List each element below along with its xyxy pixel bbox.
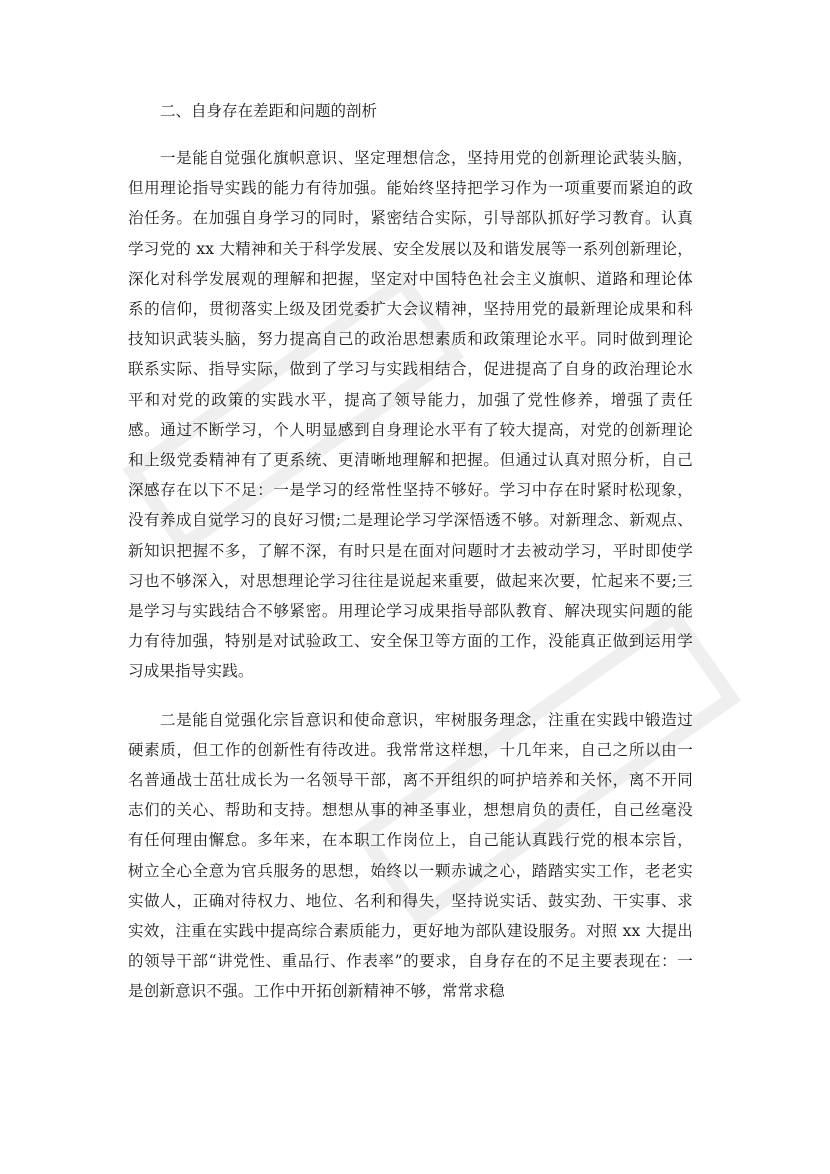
paragraph-1: 一是能自觉强化旗帜意识、坚定理想信念，坚持用党的创新理论武装头脑，但用理论指导实践的能力有待加强。能始终坚持把学习作为一项重要而紧迫的政治任务。在加强自身学习的同时，紧密结合实际，引导部队抓好学习教育。认真学习党的 xx 大精神和关于科学发展、安全发展以及和谐发展等一系列创新理论，深化对科学发展观的理解和把握，坚定对中国特色社会主义旗帜、道路和理论体系的信仰，贯彻落实上级及团党委扩大会议精神，坚持用党的最新理论成果和科技知识武装头脑，努力提高自己的政治思想素质和政策理论水平。同时做到理论联系实际、指导实际，做到了学习与实践相结合，促进提高了自身的政治理论水平和对党的政策的实践水平，提高了领导能力，加强了党性修养，增强了责任感。通过不断学习，个人明显感到自身理论水平有了较大提高，对党的创新理论和上级党委精神有了更系统、更清晰地理解和把握。但通过认真对照分析，自己深感存在以下不足：一是学习的经常性坚持不够好。学习中存在时紧时松现象，没有养成自觉学习的良好习惯;二是理论学习学深悟透不够。对新理念、新观点、新知识把握不多，了解不深，有时只是在面对问题时才去被动学习，平时即使学习也不够深入，对思想理论学习往往是说起来重要，做起来次要，忙起来不要;三是学习与实践结合不够紧密。用理论学习成果指导部队教育、解决现实问题的能力有待加强，特别是对试验政工、安全保卫等方面的工作，没能真正做到运用学习成果指导实践。 [128, 149, 693, 681]
document-body [128, 96, 693, 1025]
paragraph-2: 二是能自觉强化宗旨意识和使命意识，牢树服务理念，注重在实践中锻造过硬素质，但工作的创新性有待改进。我常常这样想，十几年来，自己之所以由一名普通战士茁壮成长为一名领导干部，离不开组织的呵护培养和关怀，离不开同志们的关心、帮助和支持。想想从事的神圣事业，想想肩负的责任，自己丝毫没有任何理由懈怠。多年来，在本职工作岗位上，自己能认真践行党的根本宗旨，树立全心全意为官兵服务的思想，始终以一颗赤诚之心，踏踏实实工作，老老实实做人，正确对待权力、地位、名利和得失，坚持说实话、鼓实劲、干实事、求实效，注重在实践中提高综合素质能力，更好地为部队建设服务。对照 xx 大提出的领导干部“讲党性、重品行、作表率”的要求，自身存在的不足主要表现在：一是创新意识不强。工作中开拓创新精神不够，常常求稳 [128, 710, 693, 1001]
section-heading: 二、自身存在差距和问题的剖析 [160, 102, 378, 120]
